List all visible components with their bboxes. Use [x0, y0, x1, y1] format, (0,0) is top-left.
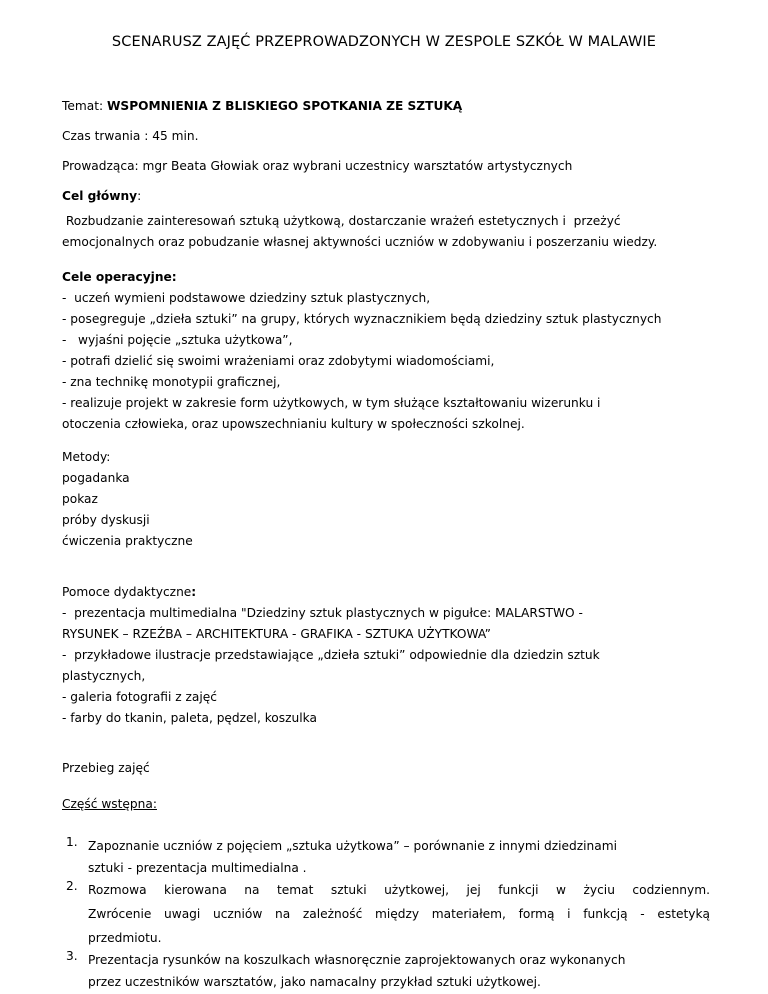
- main-goal-label: Cel główny: [62, 189, 138, 203]
- aids-label: Pomoce dydaktyczne: [62, 585, 192, 599]
- leader-line: Prowadząca: mgr Beata Głowiak oraz wybrani uczestnicy warsztatów artystycznych: [62, 159, 573, 173]
- operational-goal-item: - realizuje projekt w zakresie form użytkowych, w tym służące kształtowaniu wizerunku i: [62, 396, 601, 410]
- operational-goal-item: - wyjaśni pojęcie „sztuka użytkowa”,: [62, 333, 293, 347]
- intro-item-number: 1.: [66, 835, 78, 849]
- intro-item-number: 3.: [66, 949, 78, 963]
- operational-goal-item: - uczeń wymieni podstawowe dziedziny sztuk plastycznych,: [62, 291, 431, 305]
- aid-item: - prezentacja multimedialna "Dziedziny sztuk plastycznych w pigułce: MALARSTWO -: [62, 606, 583, 620]
- aids-colon: :: [191, 585, 197, 599]
- aid-item: RYSUNEK – RZEŹBA – ARCHITEKTURA - GRAFIKA - SZTUKA UŻYTKOWA”: [62, 627, 491, 641]
- intro-part-list: [62, 835, 710, 993]
- methods-label: Metody:: [62, 450, 111, 464]
- method-item: próby dyskusji: [62, 513, 150, 527]
- intro-item-line: przedmiotu.: [88, 931, 162, 945]
- intro-item-line: Zwrócenie uwagi uczniów na zależność między materiałem, formą i funkcją - estetyką: [88, 907, 710, 921]
- aid-item: - galeria fotografii z zajęć: [62, 690, 217, 704]
- method-item: pogadanka: [62, 471, 130, 485]
- main-goal-heading: [62, 187, 710, 205]
- topic-value: WSPOMNIENIA Z BLISKIEGO SPOTKANIA ZE SZTUKĄ: [106, 99, 463, 113]
- aids-section: [62, 582, 710, 729]
- main-goal-line: Rozbudzanie zainteresowań sztuką użytkową, dostarczanie wrażeń estetycznych i przeżyć: [62, 214, 621, 228]
- intro-item-line: Prezentacja rysunków na koszulkach własnoręcznie zaprojektowanych oraz wykonanych: [88, 953, 626, 967]
- aid-item: plastycznych,: [62, 669, 146, 683]
- operational-goal-item: - potrafi dzielić się swoimi wrażeniami oraz zdobytymi wiadomościami,: [62, 354, 495, 368]
- aids-heading: [62, 582, 710, 603]
- main-goal-line: emocjonalnych oraz pobudzanie własnej aktywności uczniów w zdobywaniu i poszerzaniu wiedzy.: [62, 235, 658, 249]
- method-item: ćwiczenia praktyczne: [62, 534, 193, 548]
- operational-goals: [62, 267, 710, 435]
- methods-section: [62, 447, 710, 552]
- operational-goals-label: Cele operacyjne:: [62, 270, 177, 284]
- aid-item: - farby do tkanin, paleta, pędzel, koszulka: [62, 711, 317, 725]
- aid-item: - przykładowe ilustracje przedstawiające „dzieła sztuki” odpowiednie dla dziedzin sztuk: [62, 648, 600, 662]
- topic-line: [62, 97, 710, 115]
- intro-item-line: przez uczestników warsztatów, jako namacalny przykład sztuki użytkowej.: [88, 975, 541, 989]
- intro-item: [62, 949, 710, 993]
- intro-item: [62, 835, 710, 879]
- operational-goal-item: - zna technikę monotypii graficznej,: [62, 375, 281, 389]
- document-body: [62, 97, 710, 993]
- intro-part-heading: Część wstępna:: [62, 797, 157, 811]
- course-heading: Przebieg zajęć: [62, 761, 150, 775]
- intro-item: [62, 879, 710, 949]
- topic-label: Temat:: [62, 99, 104, 113]
- intro-item-line: Zapoznanie uczniów z pojęciem „sztuka użytkowa” – porównanie z innymi dziedzinami: [88, 839, 618, 853]
- intro-item-number: 2.: [66, 879, 78, 893]
- intro-item-line: sztuki - prezentacja multimedialna .: [88, 861, 307, 875]
- main-goal-text: [62, 211, 710, 253]
- main-goal-colon: :: [137, 189, 142, 203]
- intro-item-line: Rozmowa kierowana na temat sztuki użytkowej, jej funkcji w życiu codziennym.: [88, 883, 710, 897]
- duration-line: Czas trwania : 45 min.: [62, 129, 199, 143]
- operational-goal-item: - posegreguje „dzieła sztuki” na grupy, których wyznacznikiem będą dziedziny sztuk plastycznych: [62, 312, 662, 326]
- document-header: SCENARUSZ ZAJĘĆ PRZEPROWADZONYCH W ZESPOLE SZKÓŁ W MALAWIE: [111, 34, 657, 50]
- method-item: pokaz: [62, 492, 98, 506]
- operational-goal-item: otoczenia człowieka, oraz upowszechnianiu kultury w społeczności szkolnej.: [62, 417, 525, 431]
